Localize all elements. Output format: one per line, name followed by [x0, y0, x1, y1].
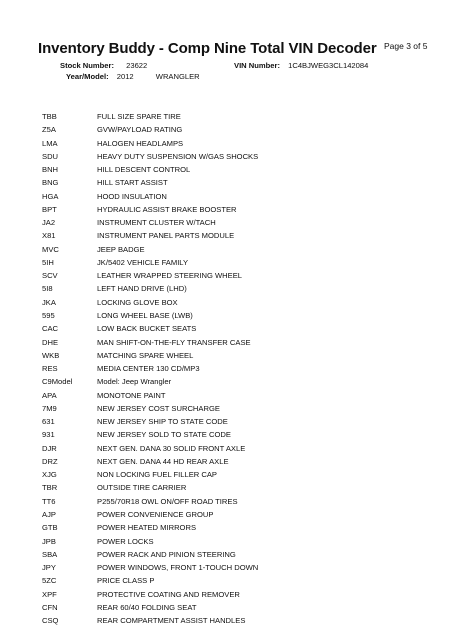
option-code: AJP	[42, 509, 56, 519]
option-code: C9Model	[42, 377, 73, 387]
option-description: HILL START ASSIST	[97, 178, 168, 188]
option-description: FULL SIZE SPARE TIRE	[97, 112, 181, 121]
option-code: RES	[42, 364, 58, 374]
option-description: POWER RACK AND PINION STEERING	[97, 549, 236, 559]
option-row	[42, 375, 442, 388]
option-code: HGA	[42, 191, 59, 201]
option-description: NEW JERSEY SOLD TO STATE CODE	[97, 430, 231, 440]
model-value: WRANGLER	[155, 72, 200, 81]
option-code: SBA	[42, 549, 58, 559]
option-row	[42, 322, 442, 335]
option-code: JPB	[42, 536, 56, 546]
option-description: NEXT GEN. DANA 30 SOLID FRONT AXLE	[97, 443, 246, 453]
option-description: POWER CONVENIENCE GROUP	[97, 509, 214, 519]
option-row	[42, 415, 442, 428]
option-row	[42, 588, 442, 601]
option-code: JA2	[42, 218, 56, 228]
option-row	[42, 110, 442, 123]
option-code: CSQ	[42, 616, 59, 626]
option-row	[42, 229, 442, 242]
year-value: 2012	[116, 72, 134, 81]
option-row	[42, 336, 442, 349]
option-row	[42, 468, 442, 481]
option-row	[42, 614, 442, 627]
option-code: SDU	[42, 151, 59, 161]
option-description: MEDIA CENTER 130 CD/MP3	[97, 364, 200, 374]
option-description: NEXT GEN. DANA 44 HD REAR AXLE	[97, 456, 229, 466]
option-code: 931	[42, 430, 55, 440]
option-row	[42, 123, 442, 136]
option-row	[42, 296, 442, 309]
option-row	[42, 150, 442, 163]
option-code: XPF	[42, 589, 57, 599]
option-row	[42, 216, 442, 229]
option-description: JK/5402 VEHICLE FAMILY	[97, 257, 189, 267]
option-code: 5IH	[42, 257, 54, 267]
option-row	[42, 548, 442, 561]
option-row	[42, 309, 442, 322]
option-description: NEW JERSEY SHIP TO STATE CODE	[97, 417, 228, 427]
option-code: BPT	[42, 204, 57, 214]
option-row	[42, 349, 442, 362]
option-code: MVC	[42, 244, 59, 254]
option-description: LEFT HAND DRIVE (LHD)	[97, 284, 187, 294]
option-row	[42, 176, 442, 189]
option-row	[42, 535, 442, 548]
option-code: 5ZC	[42, 576, 57, 586]
option-row	[42, 481, 442, 494]
option-description: Model: Jeep Wrangler	[97, 377, 172, 387]
option-code: BNH	[42, 165, 59, 175]
option-row	[42, 203, 442, 216]
option-description: POWER WINDOWS, FRONT 1-TOUCH DOWN	[97, 563, 259, 573]
option-row	[42, 508, 442, 521]
option-description: LOW BACK BUCKET SEATS	[97, 324, 197, 334]
option-description: INSTRUMENT CLUSTER W/TACH	[97, 218, 216, 228]
option-description: MONOTONE PAINT	[97, 390, 166, 400]
option-code: JKA	[42, 297, 56, 307]
page-number: Page 3 of 5	[384, 41, 428, 51]
option-code: CAC	[42, 324, 59, 334]
option-row	[42, 389, 442, 402]
option-description: REAR COMPARTMENT ASSIST HANDLES	[97, 616, 246, 626]
option-row	[42, 574, 442, 587]
vin-number	[234, 61, 368, 70]
stock-number	[60, 61, 147, 70]
stock-number-label: Stock Number:	[60, 61, 115, 70]
option-description: GVW/PAYLOAD RATING	[97, 125, 183, 135]
option-row	[42, 243, 442, 256]
option-description: MATCHING SPARE WHEEL	[97, 350, 194, 360]
option-description: HYDRAULIC ASSIST BRAKE BOOSTER	[97, 204, 237, 214]
option-description: REAR 60/40 FOLDING SEAT	[97, 602, 197, 612]
option-code: LMA	[42, 138, 58, 148]
stock-number-value: 23622	[126, 61, 148, 70]
option-description: NEW JERSEY COST SURCHARGE	[97, 403, 220, 413]
option-row	[42, 561, 442, 574]
option-code: X81	[42, 231, 56, 241]
option-row	[42, 190, 442, 203]
option-code: XJG	[42, 470, 57, 480]
option-description: HEAVY DUTY SUSPENSION W/GAS SHOCKS	[97, 151, 259, 161]
option-code: TT6	[42, 496, 56, 506]
option-description: POWER HEATED MIRRORS	[97, 523, 197, 533]
option-code: WKB	[42, 350, 60, 360]
vin-number-label: VIN Number:	[234, 61, 280, 70]
option-code: JPY	[42, 563, 56, 573]
option-code: GTB	[42, 523, 58, 533]
option-description: HOOD INSULATION	[97, 191, 167, 201]
page-title: Inventory Buddy - Comp Nine Total VIN Decoder	[38, 40, 377, 57]
option-row	[42, 402, 442, 415]
option-code: Z5A	[42, 125, 56, 135]
option-row	[42, 428, 442, 441]
option-row	[42, 269, 442, 282]
option-row	[42, 137, 442, 150]
year-model-label: Year/Model:	[66, 72, 109, 81]
option-code: BNG	[42, 178, 59, 188]
option-description: LEATHER WRAPPED STEERING WHEEL	[97, 271, 243, 281]
option-description: POWER LOCKS	[97, 536, 154, 546]
option-code: 5I8	[42, 284, 53, 294]
option-row	[42, 282, 442, 295]
option-description: LOCKING GLOVE BOX	[97, 297, 178, 307]
option-description: INSTRUMENT PANEL PARTS MODULE	[97, 231, 235, 241]
option-row	[42, 163, 442, 176]
option-row	[42, 362, 442, 375]
option-description: NON LOCKING FUEL FILLER CAP	[97, 470, 217, 480]
option-row	[42, 455, 442, 468]
option-row	[42, 521, 442, 534]
option-description: P255/70R18 OWL ON/OFF ROAD TIRES	[97, 496, 238, 506]
option-description: LONG WHEEL BASE (LWB)	[97, 310, 193, 320]
option-description: MAN SHIFT-ON-THE-FLY TRANSFER CASE	[97, 337, 251, 347]
option-row	[42, 442, 442, 455]
option-code: DHE	[42, 337, 59, 347]
option-description: OUTSIDE TIRE CARRIER	[97, 483, 187, 493]
option-row	[42, 495, 442, 508]
option-code: DRZ	[42, 456, 58, 466]
option-description: HALOGEN HEADLAMPS	[97, 138, 184, 148]
vin-number-value: 1C4BJWEG3CL142084	[288, 61, 369, 70]
option-code: TBR	[42, 483, 58, 493]
option-description: JEEP BADGE	[97, 244, 145, 254]
option-code: 7M9	[42, 403, 57, 413]
option-code: 595	[42, 310, 55, 320]
option-code: TBB	[42, 112, 57, 121]
option-description: PRICE CLASS P	[97, 576, 155, 586]
option-code: SCV	[42, 271, 58, 281]
year-model	[66, 72, 200, 81]
option-list	[42, 110, 442, 627]
option-code: CFN	[42, 602, 58, 612]
option-row	[42, 601, 442, 614]
option-description: PROTECTIVE COATING AND REMOVER	[97, 589, 240, 599]
option-description: HILL DESCENT CONTROL	[97, 165, 191, 175]
option-row	[42, 256, 442, 269]
option-code: APA	[42, 390, 57, 400]
option-code: DJR	[42, 443, 57, 453]
option-code: 631	[42, 417, 55, 427]
